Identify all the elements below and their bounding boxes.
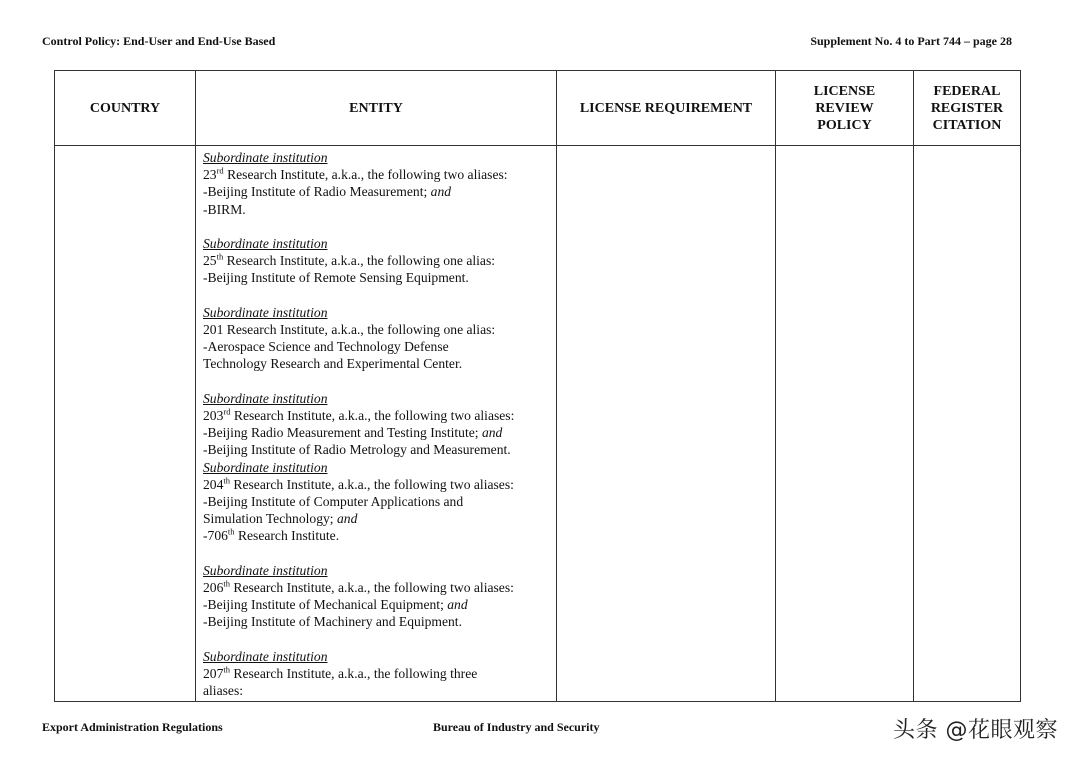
header-line: FEDERAL (933, 83, 1001, 99)
entity-name-line: 206th Research Institute, a.k.a., the following two aliases: (203, 578, 514, 596)
alias-line: aliases: (203, 683, 244, 699)
column-header-country: COUNTRY (55, 71, 196, 146)
footer-center-title: Bureau of Industry and Security (433, 720, 600, 734)
subordinate-label: Subordinate institution (203, 236, 328, 251)
column-header-federal-register-citation (914, 71, 1021, 146)
entity-name-line: 23rd Research Institute, a.k.a., the following two aliases: (203, 165, 508, 183)
subordinate-label: Subordinate institution (203, 304, 328, 320)
license-requirement-cell (557, 146, 776, 702)
entity-block-201 (203, 304, 550, 373)
alias-line: Simulation Technology; and (203, 511, 358, 527)
entity-name-line: 203rd Research Institute, a.k.a., the following two aliases: (203, 406, 515, 423)
alias-line: -706th Research Institute. (203, 526, 340, 544)
column-header-license-review-policy (776, 71, 914, 146)
subordinate-label: Subordinate institution (203, 390, 328, 406)
entity-name-line: 207th Research Institute, a.k.a., the following three (203, 664, 478, 682)
header-line: POLICY (817, 117, 872, 133)
entity-name-line: 201 Research Institute, a.k.a., the following one alias: (203, 322, 496, 337)
entity-block-25th (203, 235, 550, 287)
subordinate-label: Subordinate institution (203, 648, 328, 664)
header-line: CITATION (932, 117, 1002, 133)
alias-line: Technology Research and Experimental Center. (203, 356, 463, 372)
entity-block-23rd (203, 149, 550, 218)
alias-line: -Beijing Institute of Remote Sensing Equipment. (203, 270, 469, 286)
alias-line: -Beijing Institute of Radio Measurement; and (203, 184, 452, 200)
entity-list-table (54, 70, 1021, 702)
alias-line: -Beijing Radio Measurement and Testing Institute; and (203, 425, 503, 441)
header-line: LICENSE (813, 83, 876, 99)
table-header-row (55, 71, 1021, 146)
subordinate-label: Subordinate institution (203, 459, 328, 475)
entity-name-line: 25th Research Institute, a.k.a., the following one alias: (203, 251, 496, 269)
alias-line: -Beijing Institute of Machinery and Equipment. (203, 614, 462, 630)
license-review-policy-cell (776, 146, 914, 702)
column-header-entity: ENTITY (196, 71, 557, 146)
entity-name-line: 204th Research Institute, a.k.a., the following two aliases: (203, 475, 514, 492)
alias-line: -Aerospace Science and Technology Defense (203, 339, 449, 355)
header-line: REGISTER (930, 100, 1004, 116)
header-page-reference: Supplement No. 4 to Part 744 – page 28 (810, 34, 1012, 48)
entity-block-203rd (203, 390, 550, 459)
alias-line: -BIRM. (203, 201, 246, 217)
entity-block-204th (203, 459, 550, 545)
entity-block-207th (203, 648, 550, 700)
federal-register-citation-cell (914, 146, 1021, 702)
watermark-text: 头条 @花眼观察 (893, 718, 1058, 743)
header-left-title: Control Policy: End-User and End-Use Based (42, 34, 276, 48)
country-cell (55, 146, 196, 702)
column-header-license-requirement: LICENSE REQUIREMENT (557, 71, 776, 146)
footer-left-title: Export Administration Regulations (42, 720, 223, 734)
subordinate-label: Subordinate institution (203, 562, 328, 578)
table-row (55, 146, 1021, 702)
subordinate-label: Subordinate institution (203, 150, 328, 165)
alias-line: -Beijing Institute of Radio Metrology and Measurement. (203, 442, 511, 458)
alias-line: -Beijing Institute of Computer Applications and (203, 494, 464, 510)
alias-line: -Beijing Institute of Mechanical Equipment; and (203, 597, 468, 613)
entity-cell (196, 146, 557, 702)
entity-block-206th (203, 562, 550, 631)
header-line: REVIEW (815, 100, 874, 116)
